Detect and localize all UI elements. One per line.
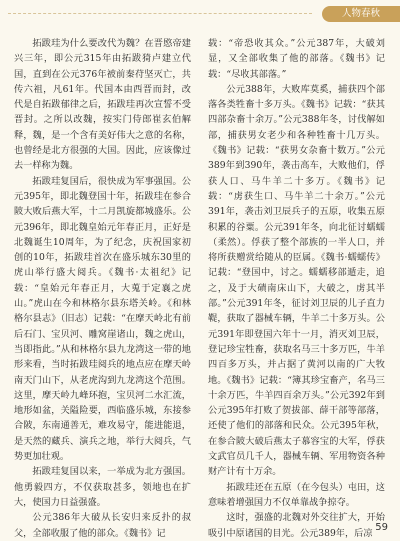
page-header	[0, 0, 400, 26]
paragraph: 载：“帝恐收其众。”公元387年，大破刘显，又全部收集了他的部落。《魏书》记载：“尽收其部落。”	[208, 38, 385, 80]
paragraph: 拓跋珪为什么要改代为魏？在晋愍帝建兴三年，即公元315年由拓跋猗卢建立代国，直到在公元376年被前秦苻坚灭亡，共传六祖，凡61年。代国本由西晋而封，改代是自拓跋郁律之后，拓跋珪再次宣誓不受晋封。之所以改魏，按实门侍郎崔玄伯解释，魏，是一个含有美好伟大之意的名称，也曾经是北方很强的大国。因此，应该像过去一样称为魏。	[14, 38, 191, 172]
paragraph: 拓跋珪还在五原（在今包头）屯田，这意味着增强国力不仅单靠战争掠夺。	[208, 481, 385, 508]
left-column	[14, 36, 191, 539]
header-divider	[8, 13, 312, 15]
section-tab: 人物春秋	[322, 6, 400, 22]
paragraph: 公元388年，大败库莫奚，捕获四个部落各类牲畜十多万头。《魏书》记载：“获其四部杂畜十余万。”公元388年冬，讨伐解如部，捕获男女老少和各种牲畜十几万头。《魏书》记载：“获男女杂畜十数万。”公元389年到390年，袭击高车，大败他们，俘获人口、马牛羊二十多万。《魏书》记载：“虏获生口、马牛羊二十余万。”公元391年，袭击刘卫辰兵子的五原，收集五原积累的谷粟。公元391年冬，向北征讨蠕蠕（柔然）。俘获了整个部族的一半人口，并将所获赠赏给随从的臣属。《魏书·蠕蠕传》记载：“登国中，讨之。蠕蠕移部遁走，追之，及于大磧南床山下，大破之，虏其半部。”公元391年冬，征讨刘卫辰的儿子直力鞮，获取了器械车辆，牛羊二十多万头。公元391年即登国六年十一月，消灭刘卫辰，登记珍宝牲畜，获取名马三十多万匹，牛羊四百多万头，并占据了黄河以南的广大牧地。《魏书》记载：“簿其珍宝畜产，名马三十余万匹，牛羊四百余万头。”公元392年到公元395年打败了贺拔部、薛干部等部落，还使了他们的部落和民众。公元395年秋，在参合陂大破后燕太子慕容宝的大军，俘获文武官员几千人，器械车辆、军用物资各种财产计有十万余。	[208, 83, 385, 478]
paragraph: 这时，强盛的北魏对外交往扩大，开始吸引中原诸国的目光。公元389年，后凉	[208, 512, 385, 539]
paragraph: 公元386年大破从长安归来反扑的叔父，全部收服了他的部众。《魏书》记	[14, 512, 191, 539]
page-number: 59	[375, 522, 388, 533]
paragraph: 拓跋珪复国以来，一举成为北方强国。他勇毅四方，不仅获取甚多，领地也在扩大，使国力日益强盛。	[14, 466, 191, 508]
paragraph: 拓跋珪复国后，很快成为军事强国。公元395年，即北魏登国十年，拓跋珪在参合陂大败后燕大军，十二月凯旋都城盛乐。公元396年，即北魏皇始元年春正月，正好是北魏诞生10周年，为了纪念，庆祝国家初创的10年，拓跋珪首次在盛乐城东30里的虎山举行盛大阅兵。《魏书·太祖纪》记载：“皇始元年春正月，大蒐于定襄之虎山。”虎山在今和林格尔县东塔关岭。《和林格尔县志》（旧志）记载：“在摩天岭北有前后石门、宝贝河、雕窝崖诸山，魏之虎山，当即指此。”从和林格尔县九龙湾这一带的地形来看，当时拓跋珪阅兵的地点应在摩天岭南天门山下，从老虎沟到九龙湾这个范围。这里，摩天岭九峰环抱，宝贝河二水汇流，地形如盆，关隘险要，西临盛乐城，东接参合陂，东南通善无，难攻易守，能进能退，是天然的藏兵、演兵之地，举行大阅兵，气势更加壮观。	[14, 175, 191, 463]
